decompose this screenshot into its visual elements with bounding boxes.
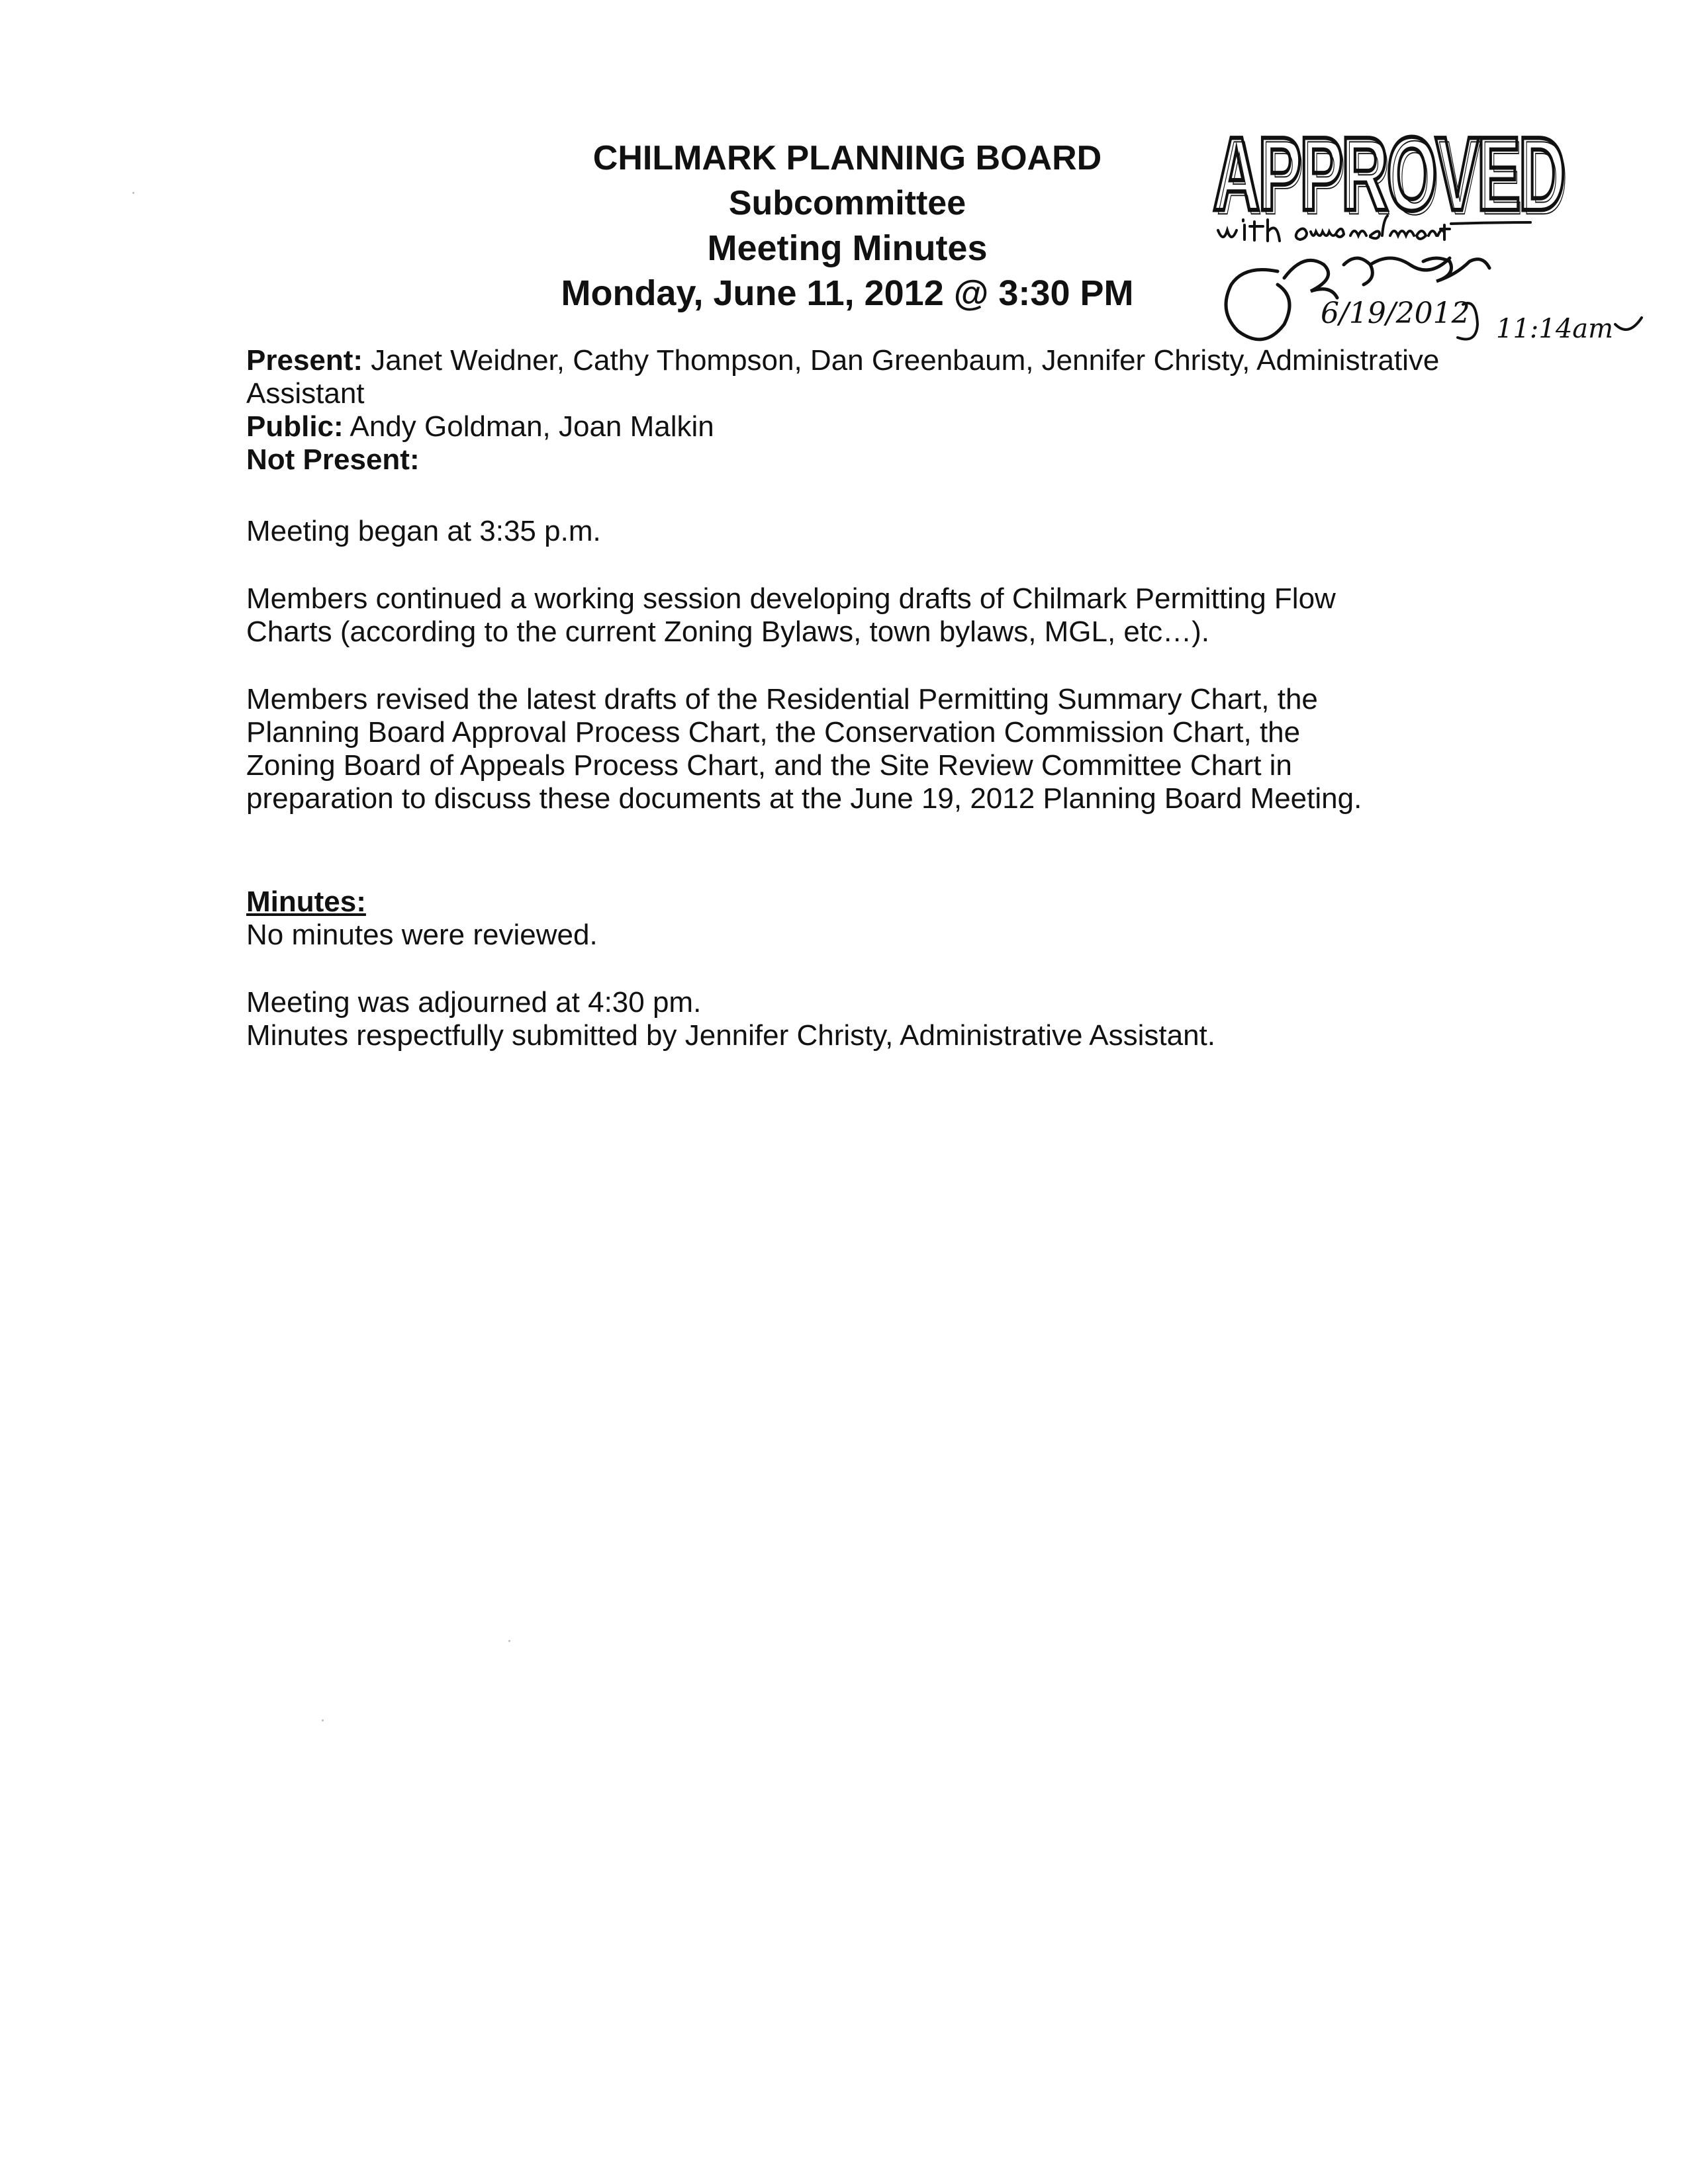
present-names-cont: Assistant: [246, 377, 365, 410]
present-names: Janet Weidner, Cathy Thompson, Dan Greenbaum, Jennifer Christy, Administrative: [363, 344, 1440, 377]
approved-stamp: [1205, 113, 1688, 377]
paragraph-line: Members continued a working session developing drafts of Chilmark Permitting Flow: [246, 582, 1336, 615]
paragraph-line: Planning Board Approval Process Chart, the Conservation Commission Chart, the: [246, 716, 1301, 749]
paragraph-line: preparation to discuss these documents at the June 19, 2012 Planning Board Meeting.: [246, 782, 1362, 815]
closing-section: [246, 986, 1504, 1052]
not-present-label: Not Present:: [246, 443, 420, 476]
paragraph-revisions: [246, 683, 1504, 815]
present-line: [246, 344, 1504, 377]
public-names: Andy Goldman, Joan Malkin: [343, 410, 714, 443]
stamp-date: 6/19/2012: [1321, 296, 1470, 330]
scan-speck: [322, 1719, 324, 1721]
meeting-date: Monday, June 11, 2012 @ 3:30 PM: [561, 273, 1134, 313]
board-title: CHILMARK PLANNING BOARD: [592, 139, 1102, 177]
scan-speck: [132, 192, 134, 194]
svg-text:APPROVED: APPROVED: [1217, 119, 1568, 237]
adjourned-text: Meeting was adjourned at 4:30 pm.: [246, 986, 702, 1019]
document-header: [463, 136, 1231, 316]
paragraph-line: Members revised the latest drafts of the Residential Permitting Summary Chart, the: [246, 683, 1318, 715]
minutes-heading: Minutes:: [246, 886, 366, 918]
attendance-section: [246, 344, 1504, 477]
stamp-time: 11:14am: [1496, 314, 1614, 344]
paragraph-line: Charts (according to the current Zoning Bylaws, town bylaws, MGL, etc…).: [246, 615, 1210, 648]
paragraph-line: Zoning Board of Appeals Process Chart, and the Site Review Committee Chart in: [246, 749, 1292, 782]
minutes-text: No minutes were reviewed.: [246, 919, 598, 951]
document-type: Meeting Minutes: [707, 228, 988, 268]
svg-text:APPROVED: APPROVED: [1213, 115, 1564, 233]
paragraph-working-session: [246, 582, 1504, 649]
scan-speck: [508, 1640, 510, 1642]
submitted-text: Minutes respectfully submitted by Jennifer Christy, Administrative Assistant.: [246, 1019, 1215, 1052]
present-label: Present:: [246, 344, 363, 377]
minutes-section: [246, 886, 1504, 952]
subtitle: Subcommittee: [728, 184, 966, 222]
public-line: [246, 410, 1504, 443]
public-label: Public:: [246, 410, 344, 443]
meeting-began: Meeting began at 3:35 p.m.: [246, 515, 601, 547]
